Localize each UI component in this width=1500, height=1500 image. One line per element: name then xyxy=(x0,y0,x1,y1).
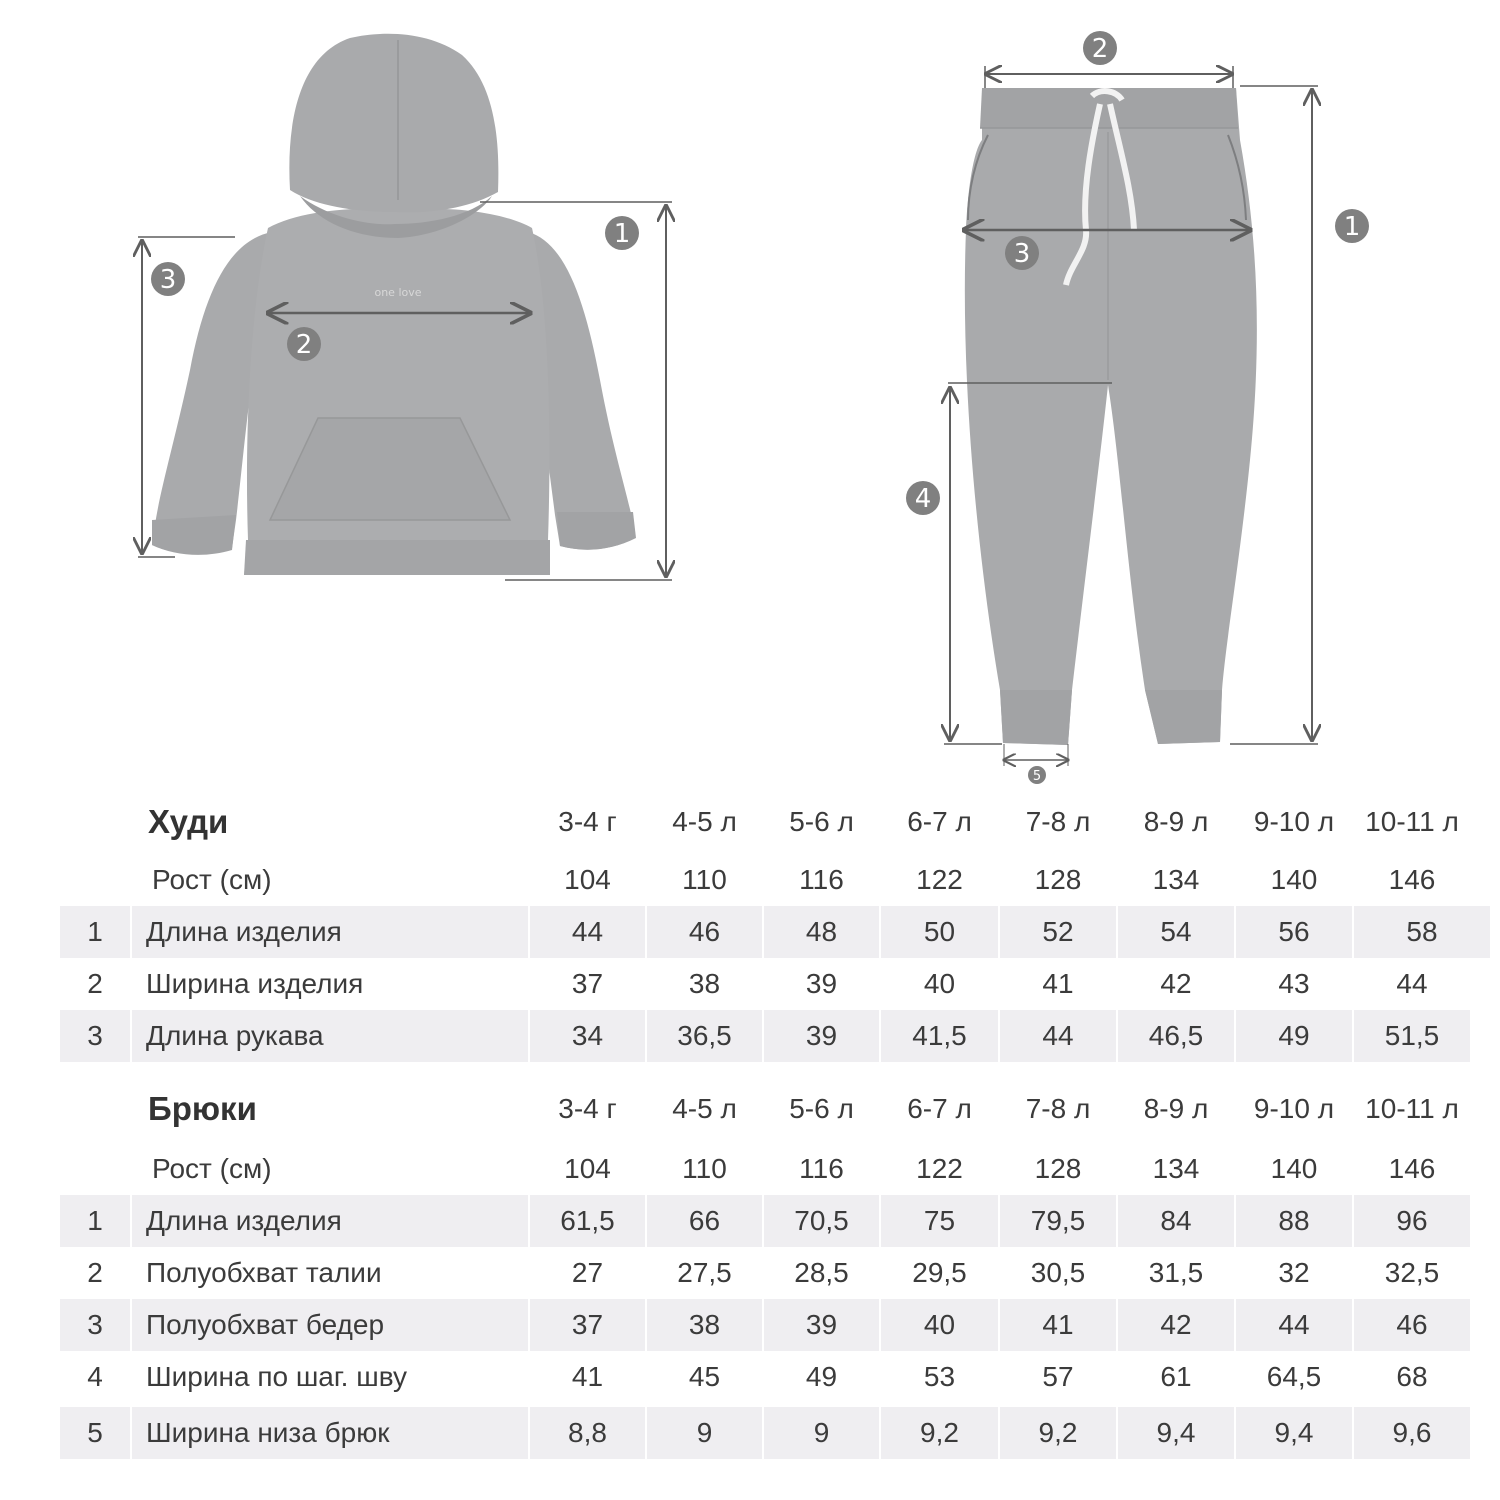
table-cell: 84 xyxy=(1118,1195,1234,1247)
table-cell: 31,5 xyxy=(1148,1257,1204,1288)
table-row xyxy=(60,1010,1440,1062)
size-header: 9-10 л xyxy=(1253,806,1335,837)
row-label: Ширина изделия xyxy=(146,968,364,999)
table-row xyxy=(60,1299,1430,1351)
header-row xyxy=(60,1083,1459,1135)
size-header: 6-7 л xyxy=(907,1093,972,1124)
table-row xyxy=(60,1195,1430,1247)
table-cell: 9 xyxy=(647,1407,762,1459)
table-cell: 96 xyxy=(1354,1195,1470,1247)
row-number: 1 xyxy=(60,1195,130,1247)
height-value: 146 xyxy=(1388,1153,1436,1184)
table-cell: 45 xyxy=(688,1361,721,1392)
table-cell: 46,5 xyxy=(1118,1010,1234,1062)
pants-badge-2 xyxy=(1083,31,1117,65)
row-number: 1 xyxy=(60,906,130,958)
size-header: 5-6 л xyxy=(789,806,854,837)
svg-text:2: 2 xyxy=(295,330,313,360)
row-label: Ширина по шаг. шву xyxy=(146,1361,407,1392)
table-cell: 53 xyxy=(923,1361,956,1392)
table-cell: 61 xyxy=(1160,1361,1192,1392)
table-row xyxy=(60,906,1438,958)
table-cell: 43 xyxy=(1278,968,1310,999)
table-cell: 54 xyxy=(1118,906,1234,958)
svg-text:4: 4 xyxy=(914,484,932,514)
row-label: Длина рукава xyxy=(132,1010,528,1062)
height-value: 146 xyxy=(1388,864,1436,895)
height-value: 128 xyxy=(1034,864,1082,895)
table-cell: 32 xyxy=(1278,1257,1310,1288)
size-header: 6-7 л xyxy=(907,806,972,837)
table-cell: 52 xyxy=(1000,906,1116,958)
table-cell: 41 xyxy=(1042,968,1074,999)
table-cell: 44 xyxy=(1236,1299,1352,1351)
size-header: 4-5 л xyxy=(672,1093,737,1124)
table-cell: 8,8 xyxy=(530,1407,645,1459)
size-header: 4-5 л xyxy=(672,806,737,837)
table-cell: 44 xyxy=(530,906,645,958)
height-row xyxy=(60,854,1436,906)
svg-text:1: 1 xyxy=(613,219,631,249)
size-header: 7-8 л xyxy=(1025,806,1091,837)
table-cell: 9,4 xyxy=(1236,1407,1352,1459)
table-cell: 42 xyxy=(1160,968,1192,999)
table-cell: 58 xyxy=(1354,906,1490,958)
svg-text:3: 3 xyxy=(1013,239,1031,269)
height-value: 122 xyxy=(916,864,963,895)
table-cell: 9,2 xyxy=(1000,1407,1116,1459)
size-header: 10-11 л xyxy=(1365,1093,1459,1124)
table-cell: 49 xyxy=(805,1361,838,1392)
height-label: Рост (см) xyxy=(152,1153,272,1184)
table-cell: 9,2 xyxy=(881,1407,998,1459)
svg-text:2: 2 xyxy=(1091,34,1109,64)
table-cell: 46 xyxy=(647,906,762,958)
table-cell: 38 xyxy=(647,1299,762,1351)
row-number: 3 xyxy=(60,1010,130,1062)
table-cell: 41 xyxy=(571,1361,604,1392)
row-number: 3 xyxy=(60,1299,130,1351)
pants-badge-1 xyxy=(1335,209,1369,243)
table-cell: 34 xyxy=(530,1010,645,1062)
row-label: Длина изделия xyxy=(132,1195,528,1247)
pants-badge-5 xyxy=(1028,766,1046,784)
table-cell: 41 xyxy=(1000,1299,1116,1351)
table-title: Брюки xyxy=(148,1090,257,1127)
svg-text:1: 1 xyxy=(1343,212,1361,242)
height-value: 140 xyxy=(1270,864,1318,895)
pants-badge-4 xyxy=(906,481,940,515)
table-cell: 48 xyxy=(764,906,879,958)
hoodie-image xyxy=(152,34,636,575)
table-cell: 70,5 xyxy=(764,1195,879,1247)
table-cell: 64,5 xyxy=(1266,1361,1322,1392)
height-value: 104 xyxy=(564,1153,611,1184)
row-label: Полуобхват талии xyxy=(146,1257,382,1288)
size-header: 8-9 л xyxy=(1143,1093,1209,1124)
size-header: 5-6 л xyxy=(789,1093,854,1124)
height-label: Рост (см) xyxy=(152,864,272,895)
table-cell: 32,5 xyxy=(1384,1257,1440,1288)
size-header: 3-4 г xyxy=(558,1093,617,1124)
header-row xyxy=(60,796,1459,848)
table-cell: 40 xyxy=(923,968,956,999)
height-value: 122 xyxy=(916,1153,963,1184)
table-cell: 40 xyxy=(881,1299,998,1351)
height-value: 134 xyxy=(1152,1153,1200,1184)
hoodie-print-text: one love xyxy=(374,286,422,299)
table-cell: 68 xyxy=(1396,1361,1428,1392)
table-cell: 44 xyxy=(1000,1010,1116,1062)
height-value: 110 xyxy=(682,1153,727,1184)
size-header: 7-8 л xyxy=(1025,1093,1091,1124)
table-cell: 66 xyxy=(647,1195,762,1247)
size-header: 9-10 л xyxy=(1253,1093,1335,1124)
table-cell: 37 xyxy=(571,968,604,999)
table-cell: 27 xyxy=(571,1257,604,1288)
table-cell: 39 xyxy=(805,968,838,999)
row-number: 2 xyxy=(87,968,103,999)
table-cell: 9,6 xyxy=(1354,1407,1470,1459)
table-cell: 88 xyxy=(1236,1195,1352,1247)
row-number: 5 xyxy=(60,1407,130,1459)
table-cell: 41,5 xyxy=(881,1010,998,1062)
table-cell: 61,5 xyxy=(530,1195,645,1247)
table-cell: 46 xyxy=(1354,1299,1470,1351)
table-cell: 38 xyxy=(688,968,721,999)
row-label: Полуобхват бедер xyxy=(132,1299,528,1351)
table-cell: 75 xyxy=(881,1195,998,1247)
table-row xyxy=(60,958,1430,1010)
table-cell: 30,5 xyxy=(1030,1257,1086,1288)
table-cell: 27,5 xyxy=(677,1257,732,1288)
row-number: 2 xyxy=(87,1257,103,1288)
row-label: Длина изделия xyxy=(132,906,528,958)
table-cell: 29,5 xyxy=(912,1257,967,1288)
table-cell: 39 xyxy=(764,1010,879,1062)
height-row xyxy=(60,1143,1436,1195)
height-value: 134 xyxy=(1152,864,1200,895)
table-cell: 39 xyxy=(764,1299,879,1351)
table-cell: 42 xyxy=(1118,1299,1234,1351)
row-number: 4 xyxy=(87,1361,103,1392)
size-header: 8-9 л xyxy=(1143,806,1209,837)
table-row xyxy=(60,1351,1430,1403)
height-value: 110 xyxy=(682,864,727,895)
table-cell: 50 xyxy=(881,906,998,958)
hoodie-badge-1 xyxy=(605,216,639,250)
height-value: 116 xyxy=(799,1153,844,1184)
size-header: 10-11 л xyxy=(1365,806,1459,837)
height-value: 128 xyxy=(1034,1153,1082,1184)
size-header: 3-4 г xyxy=(558,806,617,837)
table-cell: 44 xyxy=(1396,968,1428,999)
hoodie-badge-2 xyxy=(287,327,321,361)
table-cell: 28,5 xyxy=(794,1257,849,1288)
table-cell: 36,5 xyxy=(647,1010,762,1062)
pants-image xyxy=(965,88,1257,745)
table-title: Худи xyxy=(148,803,229,840)
height-value: 116 xyxy=(799,864,844,895)
hoodie-badge-3 xyxy=(151,262,185,296)
pants-badge-3 xyxy=(1005,236,1039,270)
table-cell: 37 xyxy=(530,1299,645,1351)
svg-text:5: 5 xyxy=(1032,769,1042,784)
table-cell: 49 xyxy=(1236,1010,1352,1062)
table-cell: 57 xyxy=(1042,1361,1074,1392)
table-cell: 51,5 xyxy=(1354,1010,1470,1062)
table-row xyxy=(60,1407,1430,1459)
height-value: 140 xyxy=(1270,1153,1318,1184)
table-row xyxy=(60,1247,1440,1299)
height-value: 104 xyxy=(564,864,611,895)
table-cell: 56 xyxy=(1236,906,1352,958)
svg-text:3: 3 xyxy=(159,265,177,295)
table-cell: 79,5 xyxy=(1000,1195,1116,1247)
row-label: Ширина низа брюк xyxy=(132,1407,528,1459)
table-cell: 9 xyxy=(764,1407,879,1459)
table-cell: 9,4 xyxy=(1118,1407,1234,1459)
